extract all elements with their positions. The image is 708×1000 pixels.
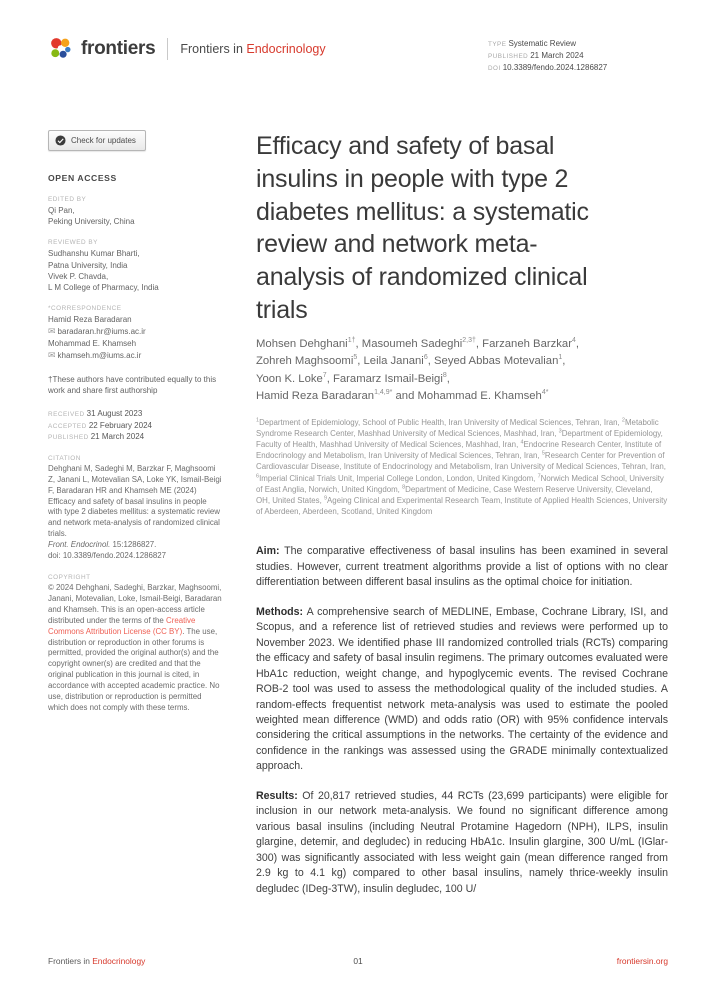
crossmark-icon — [55, 135, 66, 146]
abstract-results — [256, 789, 668, 897]
accepted-label: ACCEPTED — [48, 422, 87, 430]
frontiers-logo-icon — [48, 36, 73, 61]
meta-published-label: PUBLISHED — [488, 53, 529, 60]
correspondent-name: Mohammad E. Khamseh — [48, 338, 137, 348]
equal-contribution-note: †These authors have contributed equally to this work and share first authorship — [48, 374, 217, 395]
footer-journal-prefix: Frontiers in — [48, 956, 90, 966]
copyright-body — [48, 583, 222, 714]
footer-journal-name: Endocrinology — [92, 956, 146, 966]
citation-label: CITATION — [48, 454, 81, 462]
check-for-updates-label: Check for updates — [71, 136, 136, 145]
methods-lead: Methods: — [256, 605, 304, 618]
meta-published-row — [488, 50, 668, 62]
article-main — [256, 130, 668, 911]
published-label: PUBLISHED — [48, 434, 89, 442]
citation-volume: 15:1286827. — [112, 540, 157, 550]
article-title: Efficacy and safety of basal insulins in people with type 2 diabetes mellitus: a systematic review and network meta-analysis of randomized clinical trials — [256, 132, 589, 324]
correspondent-name: Hamid Reza Baradaran — [48, 315, 132, 325]
published-date — [48, 431, 222, 443]
accepted-value: 22 February 2024 — [88, 420, 152, 430]
meta-doi-label: DOI — [488, 65, 501, 72]
envelope-icon: ✉ — [48, 326, 56, 337]
check-for-updates-button[interactable] — [48, 130, 146, 151]
page-number: 01 — [353, 956, 363, 966]
aim-text: The comparative effectiveness of basal insulins has been examined in several studies. However, current treatment algorithms provide a list of options with no clear differentiation between different basal insulins as the optimal choice for initiation. — [256, 545, 668, 589]
edited-by-section — [48, 196, 222, 227]
correspondent-email-link[interactable] — [48, 325, 222, 338]
footer-site-link[interactable]: frontiersin.org — [616, 956, 668, 966]
reviewed-by-body: Sudhanshu Kumar Bharti, Patna University, India Vivek P. Chavda, L M College of Pharmacy, India — [48, 249, 159, 292]
affiliations: $^1$Department of Epidemiology, School of Public Health, Iran University of Medical Sciences, Tehran, Iran, $^2$Metabolic Syndrome Research Center, Mashhad University of Medical Sciences, Mashhad, Iran, $^3$Department of Epidemiology, Faculty of Health, Mashhad University of Medical Sciences, Mashhad, Iran, $^4$Endocrine Research Center, Institute of Endocrinology and Metabolism, Iran University of Medical Sciences, Tehran, Iran, $^5$Research Center for Prevention of Cardiovascular Disease, Institute of Endocrinology and Metabolism, Iran University of Medical Sciences, Tehran, Iran, $^6$Imperial Clinical Trials Unit, Imperial College London, London, United Kingdom, $^7$Norwich Medical School, University of East Anglia, Norwich, United Kingdom, $^8$Department of Medicine, Case Western Reserve University, Cleveland, OH, United States, $^9$Ageing Clinical and Experimental Research Team, Institute of Applied Health Sciences, University of Aberdeen, Aberdeen, Scotland, United Kingdom — [256, 416, 668, 517]
copyright-pre: © 2024 Dehghani, Sadeghi, Barzkar, Maghsoomi, Janani, Motevalian, Loke, Ismail-Beigi, Baradaran and Khamseh. This is an open-access article distributed under the terms of the — [48, 583, 222, 625]
received-label: RECEIVED — [48, 411, 85, 419]
correspondent-email: khamseh.m@iums.ac.ir — [57, 351, 142, 361]
authors-line: Mohsen Dehghani$^{1\dagger}$, Masoumeh Sadeghi$^{2,3\dagger}$, Farzaneh Barzkar$^4$, Zohreh Maghsoomi$^5$, Leila Janani$^6$, Seyed Abbas Motevalian$^1$, Yoon K. Loke$^7$, Faramarz Ismail-Beigi$^8$, Hamid Reza Baradaran$^{1,4,9*}$ and Mohammad E. Khamseh$^{4*}$ — [256, 336, 580, 402]
correspondence-label: *CORRESPONDENCE — [48, 305, 122, 313]
copyright-post: . The use, distribution or reproduction in other forums is permitted, provided the original author(s) and the copyright owner(s) are credited and that the original publication in this journal is cited, in accordance with accepted academic practice. No use, distribution or reproduction is permitted which does not comply with these terms. — [48, 626, 220, 712]
cc-by-license-link[interactable]: Creative Commons Attribution License (CC BY) — [48, 615, 196, 636]
brand-wordmark: frontiers — [81, 37, 156, 59]
envelope-icon: ✉ — [48, 350, 56, 361]
received-date — [48, 408, 222, 420]
header — [0, 0, 708, 74]
dates-section — [48, 408, 222, 443]
citation-journal: Front. Endocrinol. — [48, 540, 111, 550]
meta-type-value: Systematic Review — [508, 39, 577, 48]
results-lead: Results: — [256, 789, 298, 802]
correspondence-body — [48, 314, 222, 362]
edited-by-body: Qi Pan, Peking University, China — [48, 206, 135, 227]
brand-divider — [167, 38, 168, 60]
published-value: 21 March 2024 — [90, 432, 145, 442]
abstract-aim — [256, 544, 668, 590]
citation-body — [48, 464, 222, 562]
citation-doi: doi: 10.3389/fendo.2024.1286827 — [48, 551, 167, 561]
methods-text: A comprehensive search of MEDLINE, Embase, Cochrane Library, ISI, and Scopus, and a reference list of retrieved studies and reviews were performed up to November 2023. We identified phase III randomized controlled trials (RCTs) comparing the efficacy and safety of basal insulin regimens. The primary outcomes evaluated were HbA1c reduction, weight change, and hypoglycemic events. The revised Cochrane ROB-2 tool was used to assess the methodological quality of the included studies. A random-effects frequentist network meta-analysis was used to estimate the pooled weighted mean difference (WMD) and odds ratio (OR) with 95% confidence intervals considering the critical assumptions in the networks. The certainty of the evidence and confidence in the rankings was assessed using the GRADE minimally contextualized approach. — [256, 605, 668, 773]
correspondent-email-link[interactable] — [48, 349, 222, 362]
received-value: 31 August 2023 — [86, 409, 143, 419]
abstract-methods — [256, 605, 668, 775]
correspondence-section — [48, 305, 222, 362]
journal-name — [180, 42, 325, 56]
brand — [48, 36, 326, 61]
meta-doi-value: 10.3389/fendo.2024.1286827 — [502, 63, 608, 72]
abstract — [256, 544, 668, 897]
edited-by-label: EDITED BY — [48, 196, 87, 203]
meta-type-row — [488, 38, 668, 50]
sidebar — [48, 130, 222, 911]
copyright-label: COPYRIGHT — [48, 574, 91, 581]
meta-type-label: TYPE — [488, 41, 507, 48]
meta-published-value: 21 March 2024 — [530, 51, 584, 60]
citation-section — [48, 455, 222, 562]
journal-prefix: Frontiers in — [180, 41, 243, 56]
footer-journal — [48, 956, 145, 966]
footer — [48, 956, 668, 966]
results-text: Of 20,817 retrieved studies, 44 RCTs (23,699 participants) were eligible for inclusion in our network meta-analysis. We found no significant difference among various basal insulins (including Neutral Protamine Hagedorn (NPH), ILPS, insulin glargine, detemir, and degludec) in reducing HbA1c. Insulin glargine, 300 U/mL (IGlar-300) was significantly associated with less weight gain (mean difference ranged from 2.9 kg to 4.1 kg) compared to other basal insulins, namely thrice-weekly insulin degludec (IDeg-3TW), insulin degludec, 100 U/ — [256, 789, 668, 895]
content — [0, 130, 708, 911]
open-access-heading: OPEN ACCESS — [48, 173, 117, 183]
reviewed-by-label: REVIEWED BY — [48, 239, 98, 247]
article-meta — [488, 36, 668, 74]
journal-title-red: Endocrinology — [246, 41, 326, 56]
aim-lead: Aim: — [256, 545, 280, 558]
copyright-section — [48, 574, 222, 714]
reviewed-by-section — [48, 239, 222, 293]
accepted-date — [48, 420, 222, 432]
citation-text: Dehghani M, Sadeghi M, Barzkar F, Maghsoomi Z, Janani L, Motevalian SA, Loke YK, Ismail-Beigi F, Baradaran HR and Khamseh ME (2024) Efficacy and safety of basal insulins in people with type 2 diabetes mellitus: a systematic review and network meta-analysis of randomized clinical trials. — [48, 463, 222, 539]
correspondent-email: baradaran.hr@iums.ac.ir — [57, 327, 146, 337]
meta-doi-row — [488, 62, 668, 74]
